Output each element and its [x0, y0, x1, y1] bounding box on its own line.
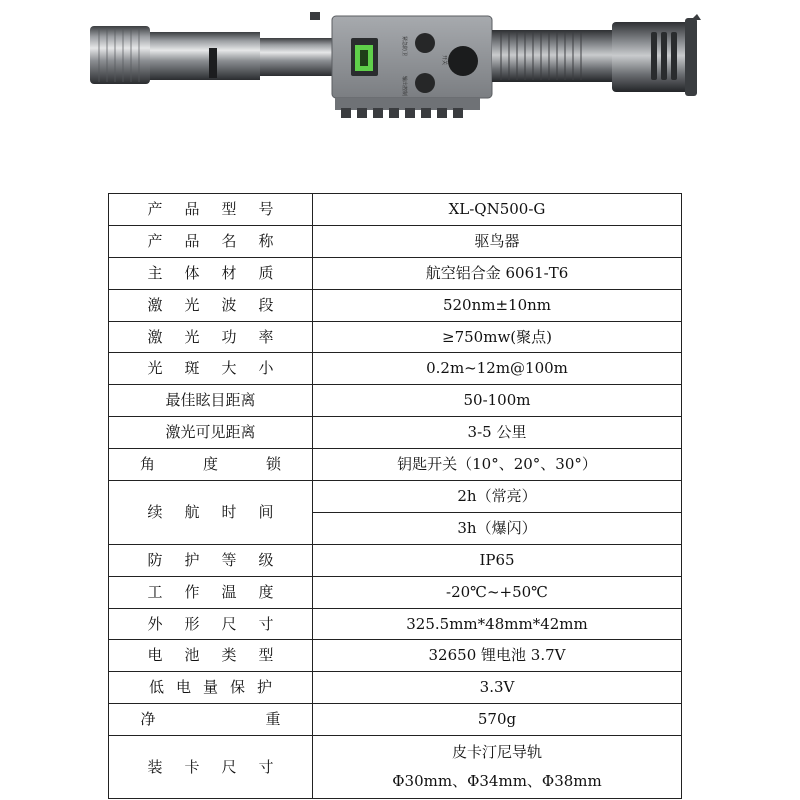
spec-key: 最佳眩目距离: [109, 385, 313, 417]
table-row: [109, 417, 682, 449]
table-row: [109, 704, 682, 736]
spec-key: 电池类型: [109, 640, 313, 672]
spec-value: 航空铝合金 6061-T6: [313, 257, 682, 289]
table-row: [109, 481, 682, 513]
spec-key: 装卡尺寸: [109, 736, 313, 799]
spec-key: 产品名称: [109, 225, 313, 257]
spec-key: 激光功率: [109, 321, 313, 353]
button-label-emergency: 紧急防卫: [401, 36, 407, 57]
spec-value: 3.3V: [313, 672, 682, 704]
spec-value: 325.5mm*48mm*42mm: [313, 608, 682, 640]
spec-value: 520nm±10nm: [313, 289, 682, 321]
product-image: [85, 8, 715, 123]
spec-value: 50-100m: [313, 385, 682, 417]
spec-key: 防护等级: [109, 544, 313, 576]
spec-value: XL-QN500-G: [313, 194, 682, 226]
spec-table: [108, 193, 682, 799]
spec-value: 驱鸟器: [313, 225, 682, 257]
table-row: [109, 194, 682, 226]
spec-value: 570g: [313, 704, 682, 736]
spec-key: 主体材质: [109, 257, 313, 289]
table-row: [109, 289, 682, 321]
spec-key: 低电量保护: [109, 672, 313, 704]
button-label-output: 输出控制: [401, 76, 407, 97]
table-row: [109, 449, 682, 481]
table-row: [109, 257, 682, 289]
table-row: [109, 672, 682, 704]
spec-key: 续航时间: [109, 481, 313, 545]
mount-rail-type: 皮卡汀尼导轨: [451, 743, 542, 762]
spec-value: 3-5 公里: [313, 417, 682, 449]
table-row: [109, 353, 682, 385]
table-row: [109, 576, 682, 608]
spec-key: 净重: [109, 704, 313, 736]
spec-key: 角度锁: [109, 449, 313, 481]
spec-value: 32650 锂电池 3.7V: [313, 640, 682, 672]
spec-key: 激光波段: [109, 289, 313, 321]
spec-value: 3h（爆闪）: [313, 512, 682, 544]
table-row: [109, 736, 682, 799]
spec-value: 2h（常亮）: [313, 481, 682, 513]
spec-key: 外形尺寸: [109, 608, 313, 640]
spec-key: 激光可见距离: [109, 417, 313, 449]
spec-value: ≥750mw(聚点): [313, 321, 682, 353]
spec-key: 光斑大小: [109, 353, 313, 385]
spec-key: 工作温度: [109, 576, 313, 608]
spec-key: 产品型号: [109, 194, 313, 226]
table-row: [109, 321, 682, 353]
mount-diameters: Φ30mm、Φ34mm、Φ38mm: [392, 772, 602, 791]
table-row: [109, 640, 682, 672]
spec-value: 钥匙开关（10°、20°、30°）: [313, 449, 682, 481]
table-row: [109, 608, 682, 640]
spec-value: 0.2m~12m@100m: [313, 353, 682, 385]
spec-value: -20℃~+50℃: [313, 576, 682, 608]
spec-value: IP65: [313, 544, 682, 576]
table-row: [109, 385, 682, 417]
table-row: [109, 544, 682, 576]
table-row: [109, 225, 682, 257]
button-label-switch: 开关: [441, 55, 447, 66]
spec-value: [313, 736, 682, 799]
